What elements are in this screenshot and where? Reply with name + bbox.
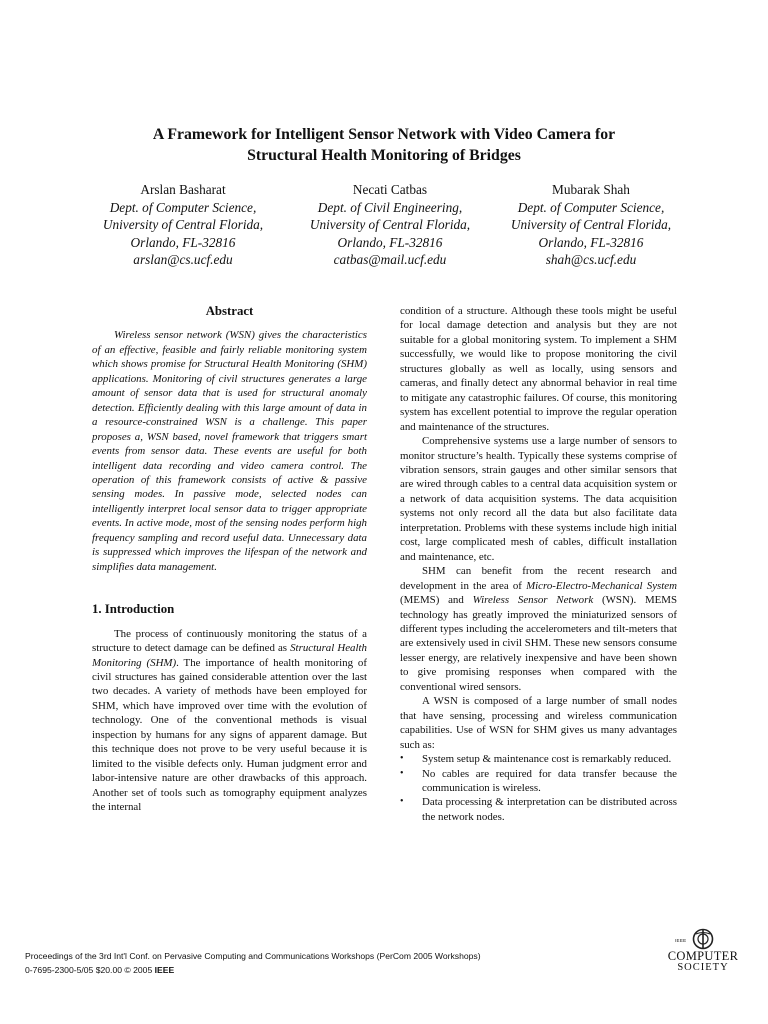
- intro-paragraph: [92, 627, 367, 815]
- right-paragraph-4: A WSN is composed of a large number of small nodes that have sensing, processing and wireless communication capabilities. Use of WSN for SHM gives us many advantages such as:: [400, 695, 677, 751]
- author-block: [0, 181, 768, 271]
- abstract-heading: Abstract: [205, 304, 254, 318]
- logo-society-text: SOCIETY: [677, 962, 729, 973]
- intro-text-a: The process of continuously monitoring the status of a structure to detect damage can be defined as: [92, 627, 367, 655]
- intro-text-b: . The importance of health monitoring of civil structures has gained considerable attention over the last two decades. A variety of methods have been employed for SHM, which have improved over time with the evolution of technology. One of the conventional methods is visual inspection by humans for any signs of apparent damage. But this technique does not prove to be very useful because it is limited to the visible defects only. Human judgment error and labor-intensive nature are other drawbacks of this approach. Another set of tools such as tomography equipment analyzes the internal: [92, 656, 367, 814]
- bullet-icon: •: [400, 753, 404, 765]
- intro-text-em: Structural Health Monitoring (SHM): [92, 642, 367, 669]
- right-paragraph-3: [400, 564, 677, 694]
- list-item-text: No cables are required for data transfer because the communication is wireless.: [422, 767, 677, 794]
- proceedings-footer: [25, 949, 625, 977]
- list-item-text: System setup & maintenance cost is remarkably reduced.: [422, 753, 672, 766]
- p3-text-b: (MEMS) and: [400, 594, 473, 607]
- bullet-icon: •: [400, 796, 404, 808]
- author-city: Orlando, FL-32816: [337, 234, 443, 250]
- author-2: [285, 181, 495, 269]
- author-email: shah@cs.ucf.edu: [545, 252, 637, 267]
- computer-society-logo: [660, 928, 746, 978]
- title-line-2: Structural Health Monitoring of Bridges: [247, 147, 521, 164]
- bullet-icon: •: [400, 767, 404, 779]
- author-1: [78, 181, 288, 269]
- list-item: [400, 767, 677, 796]
- paper-title: [60, 124, 708, 166]
- logo-emblem-icon: [691, 928, 715, 950]
- list-item-text: Data processing & interpretation can be distributed across the network nodes.: [422, 796, 677, 823]
- author-email: catbas@mail.ucf.edu: [333, 252, 447, 267]
- introduction-heading: 1. Introduction: [92, 602, 175, 617]
- author-university: University of Central Florida,: [510, 217, 672, 232]
- list-item: [400, 752, 677, 766]
- author-university: University of Central Florida,: [102, 217, 264, 232]
- p3-text-em-mems: Micro-Electro-Mechanical System: [526, 579, 677, 592]
- author-name: Mubarak Shah: [552, 182, 630, 197]
- author-3: [486, 181, 696, 269]
- advantages-list: [400, 752, 677, 824]
- footer-ieee: IEEE: [154, 965, 175, 975]
- author-city: Orlando, FL-32816: [130, 234, 236, 250]
- logo-computer-text: COMPUTER: [667, 949, 739, 963]
- list-item: [400, 795, 677, 824]
- left-column: [92, 304, 367, 815]
- right-paragraph-2: Comprehensive systems use a large number of sensors to monitor structure’s health. Typically these systems comprise of vibration sensors, strain gauges and other similar sensors that are wired through cables to a central data acquisition system or a network of data acquisition systems. The data acquisition systems not only record all the data but also facilitate data interpretation. Problems with these systems include high initial cost, large complicated mesh of cables, difficult installation and maintenance, etc.: [400, 435, 677, 563]
- p3-text-a: SHM can benefit from the recent research and development in the area of: [400, 565, 677, 592]
- abstract-text: Wireless sensor network (WSN) gives the characteristics of an effective, feasible and fairly reliable monitoring system which shows promise for Structural Health Monitoring (SHM) applications. Monitoring of civil structures generates a large amount of sensor data that is used for structural anomaly detection. Efficiently dealing with this large amount of data in a resource-constrained WSN is a challenge. This paper proposes a, WSN based, novel framework that triggers smart events from sensor data. These events are useful for both intelligent data recording and video camera control. The operation of this framework consists of active & passive sensing modes. In passive mode, selected nodes can intelligently interpret local sensor data to trigger appropriate events. In active mode, most of the sensing nodes perform high frequency sampling and record useful data. Unnecessary data is suppressed which improves the lifespan of the network and simplifies data management.: [92, 329, 367, 573]
- p3-text-em-wsn: Wireless Sensor Network: [472, 594, 594, 607]
- right-paragraph-1: condition of a structure. Although these tools might be useful for local damage detection and analysis but they are not suitable for a global monitoring system. To implement a SHM successfully, we would like to propose monitoring the civil structures globally as well as locally, using sensors and cameras, and finally detect any abnormal behavior in real time to mitigate any catastrophic failures. Of course, this monitoring system has excellent potential to improve the regular operation and maintenance of the structures.: [400, 305, 677, 433]
- author-dept: Dept. of Computer Science,: [109, 199, 257, 215]
- footer-line-1: Proceedings of the 3rd Int'l Conf. on Pervasive Computing and Communications Workshops (PerCom 2005 Workshops): [25, 951, 481, 961]
- title-line-1: A Framework for Intelligent Sensor Network with Video Camera for: [152, 126, 616, 143]
- p3-text-c: (WSN). MEMS technology has greatly improved the miniaturized sensors of different types including the accelerometers and tilt-meters that are extensively used in civil SHM. These new sensors consume lesser energy, are relatively inexpensive and have been shown to give promising responses when compared with the conventional wired sensors.: [400, 594, 678, 693]
- logo-ieee-text: IEEE: [675, 938, 687, 943]
- author-name: Arslan Basharat: [140, 182, 226, 197]
- logo-mark: [660, 928, 746, 950]
- author-dept: Dept. of Civil Engineering,: [317, 199, 463, 215]
- author-name: Necati Catbas: [352, 182, 428, 197]
- footer-line-2: [25, 963, 625, 977]
- author-dept: Dept. of Computer Science,: [517, 199, 665, 215]
- author-university: University of Central Florida,: [309, 217, 471, 232]
- footer-copyright: 0-7695-2300-5/05 $20.00 © 2005: [25, 965, 155, 975]
- right-column: [400, 304, 677, 824]
- author-email: arslan@cs.ucf.edu: [133, 252, 233, 267]
- author-city: Orlando, FL-32816: [538, 234, 644, 250]
